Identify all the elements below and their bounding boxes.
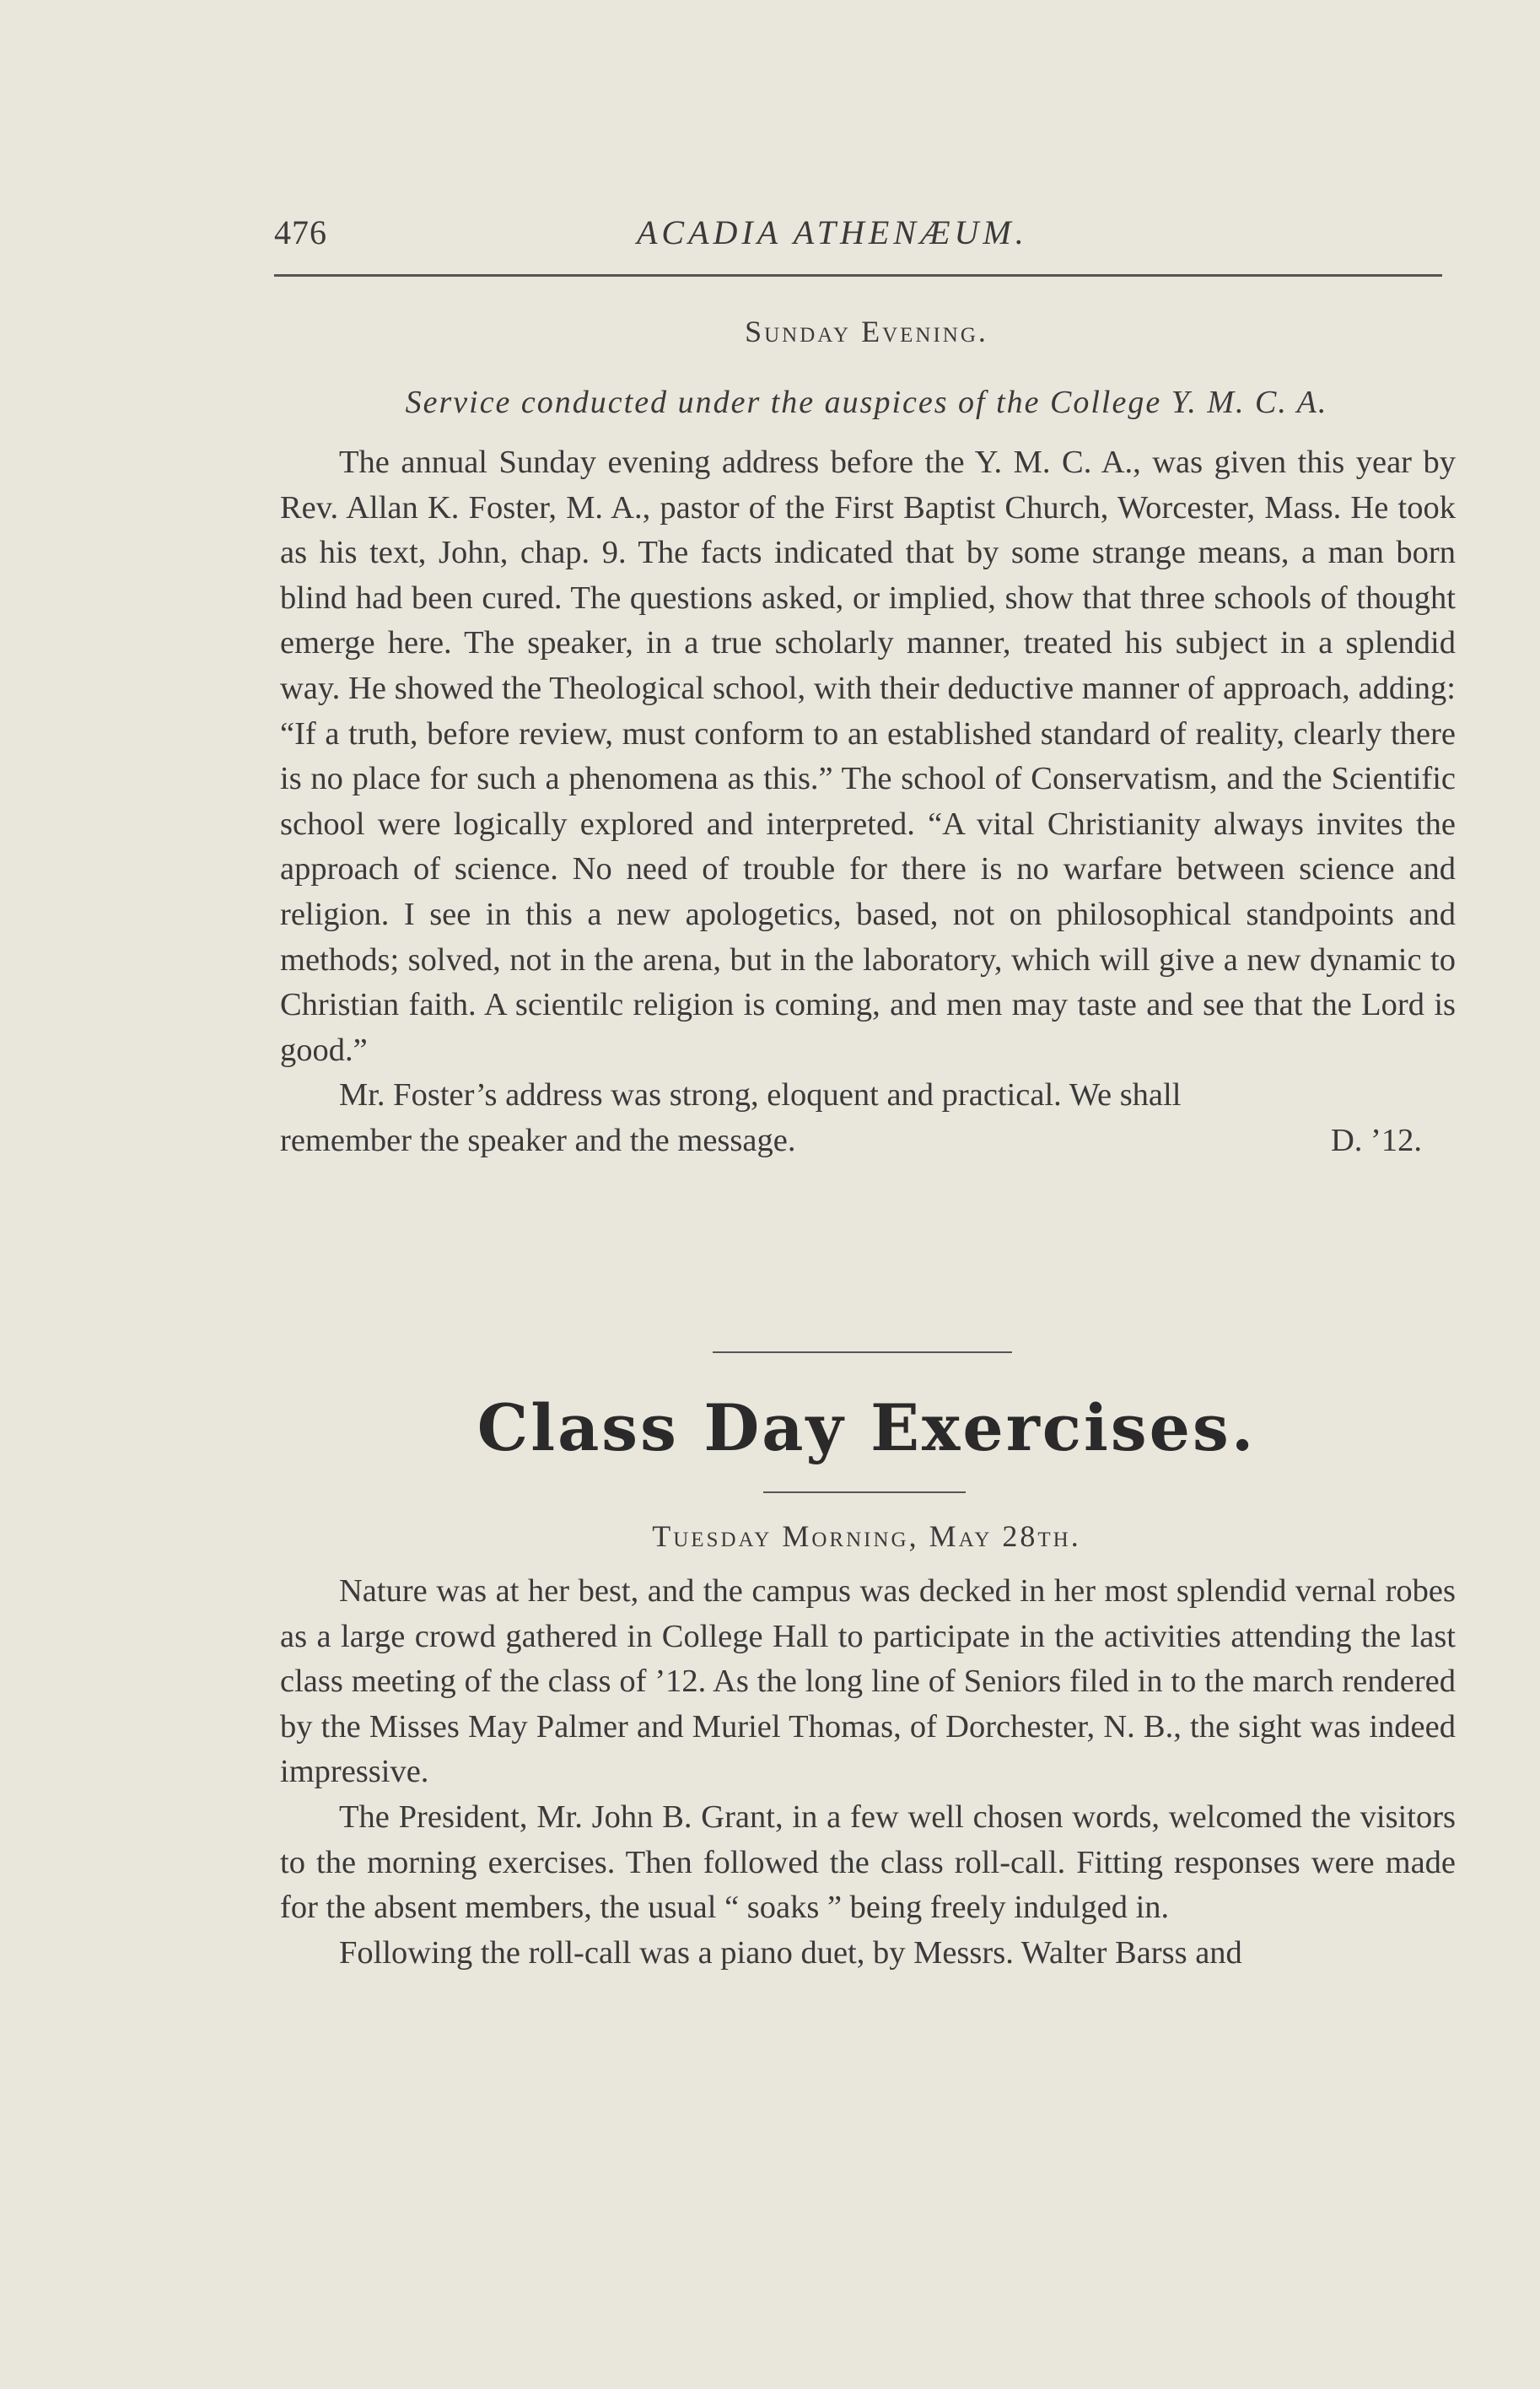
sunday-evening-subheading: Service conducted under the auspices of the College Y. M. C. A. — [405, 385, 1328, 420]
sunday-closing-line — [280, 1119, 1456, 1164]
tuesday-morning-heading: Tuesday Morning, May 28th. — [652, 1519, 1081, 1553]
sunday-paragraph-2-line-2: remember the speaker and the message. — [280, 1122, 796, 1158]
header-rule — [274, 274, 1442, 277]
running-head: ACADIA ATHENÆUM. — [637, 213, 1028, 251]
class-day-paragraph-2: The President, Mr. John B. Grant, in a few well chosen words, welcomed the visitors to the morning exercises. Then followed the class roll-call. Fitting responses were made for the absent members, the usual “ soaks ” being freely indulged in. — [280, 1798, 1456, 1926]
class-day-paragraph-1: Nature was at her best, and the campus was decked in her most splendid vernal robes as a large crowd gathered in College Hall to participate in the activities attending the last class meeting of the class of ’12. As the long line of Seniors filed in to the march rendered by the Misses May Palmer and Muriel Thomas, of Dorchester, N. B., the sight was indeed impressive. — [280, 1573, 1456, 1790]
sunday-evening-heading: Sunday Evening. — [745, 315, 988, 348]
sunday-paragraph-2-line-1: Mr. Foster’s address was strong, eloquent and practical. We shall — [339, 1077, 1182, 1114]
section-divider — [713, 1351, 1012, 1353]
signature: D. ’12. — [1331, 1122, 1422, 1158]
sunday-evening-body — [280, 440, 1456, 1164]
page-header — [274, 213, 1442, 263]
class-day-paragraph-3: Following the roll-call was a piano duet, by Messrs. Walter Barss and — [339, 1934, 1242, 1971]
class-day-body — [280, 1569, 1456, 1976]
sunday-paragraph-1: The annual Sunday evening address before the Y. M. C. A., was given this year by Rev. Allan K. Foster, M. A., pastor of the First Baptist Church, Worcester, Mass. He took as his text, John, chap. 9. The facts indicated that by some strange means, a man born blind had been cured. The questions asked, or implied, show that three schools of thought emerge here. The speaker, in a true scholarly manner, treated his subject in a splendid way. He showed the Theological school, with their deductive manner of approach, adding: “If a truth, before review, must conform to an established standard of reality, clearly there is no place for such a phenomena as this.” The school of Conservatism, and the Scientific school were logically explored and interpreted. “A vital Christianity always invites the approach of science. No need of trouble for there is no warfare between science and religion. I see in this a new apologetics, based, not on philosophical standpoints and methods; solved, not in the arena, but in the laboratory, which will give a new dynamic to Christian faith. A scientilc religion is coming, and men may taste and see that the Lord is good.” — [280, 445, 1456, 1068]
page-number: 476 — [274, 213, 327, 251]
class-day-title: Class Day Exercises. — [477, 1390, 1257, 1465]
title-rule — [763, 1491, 966, 1493]
